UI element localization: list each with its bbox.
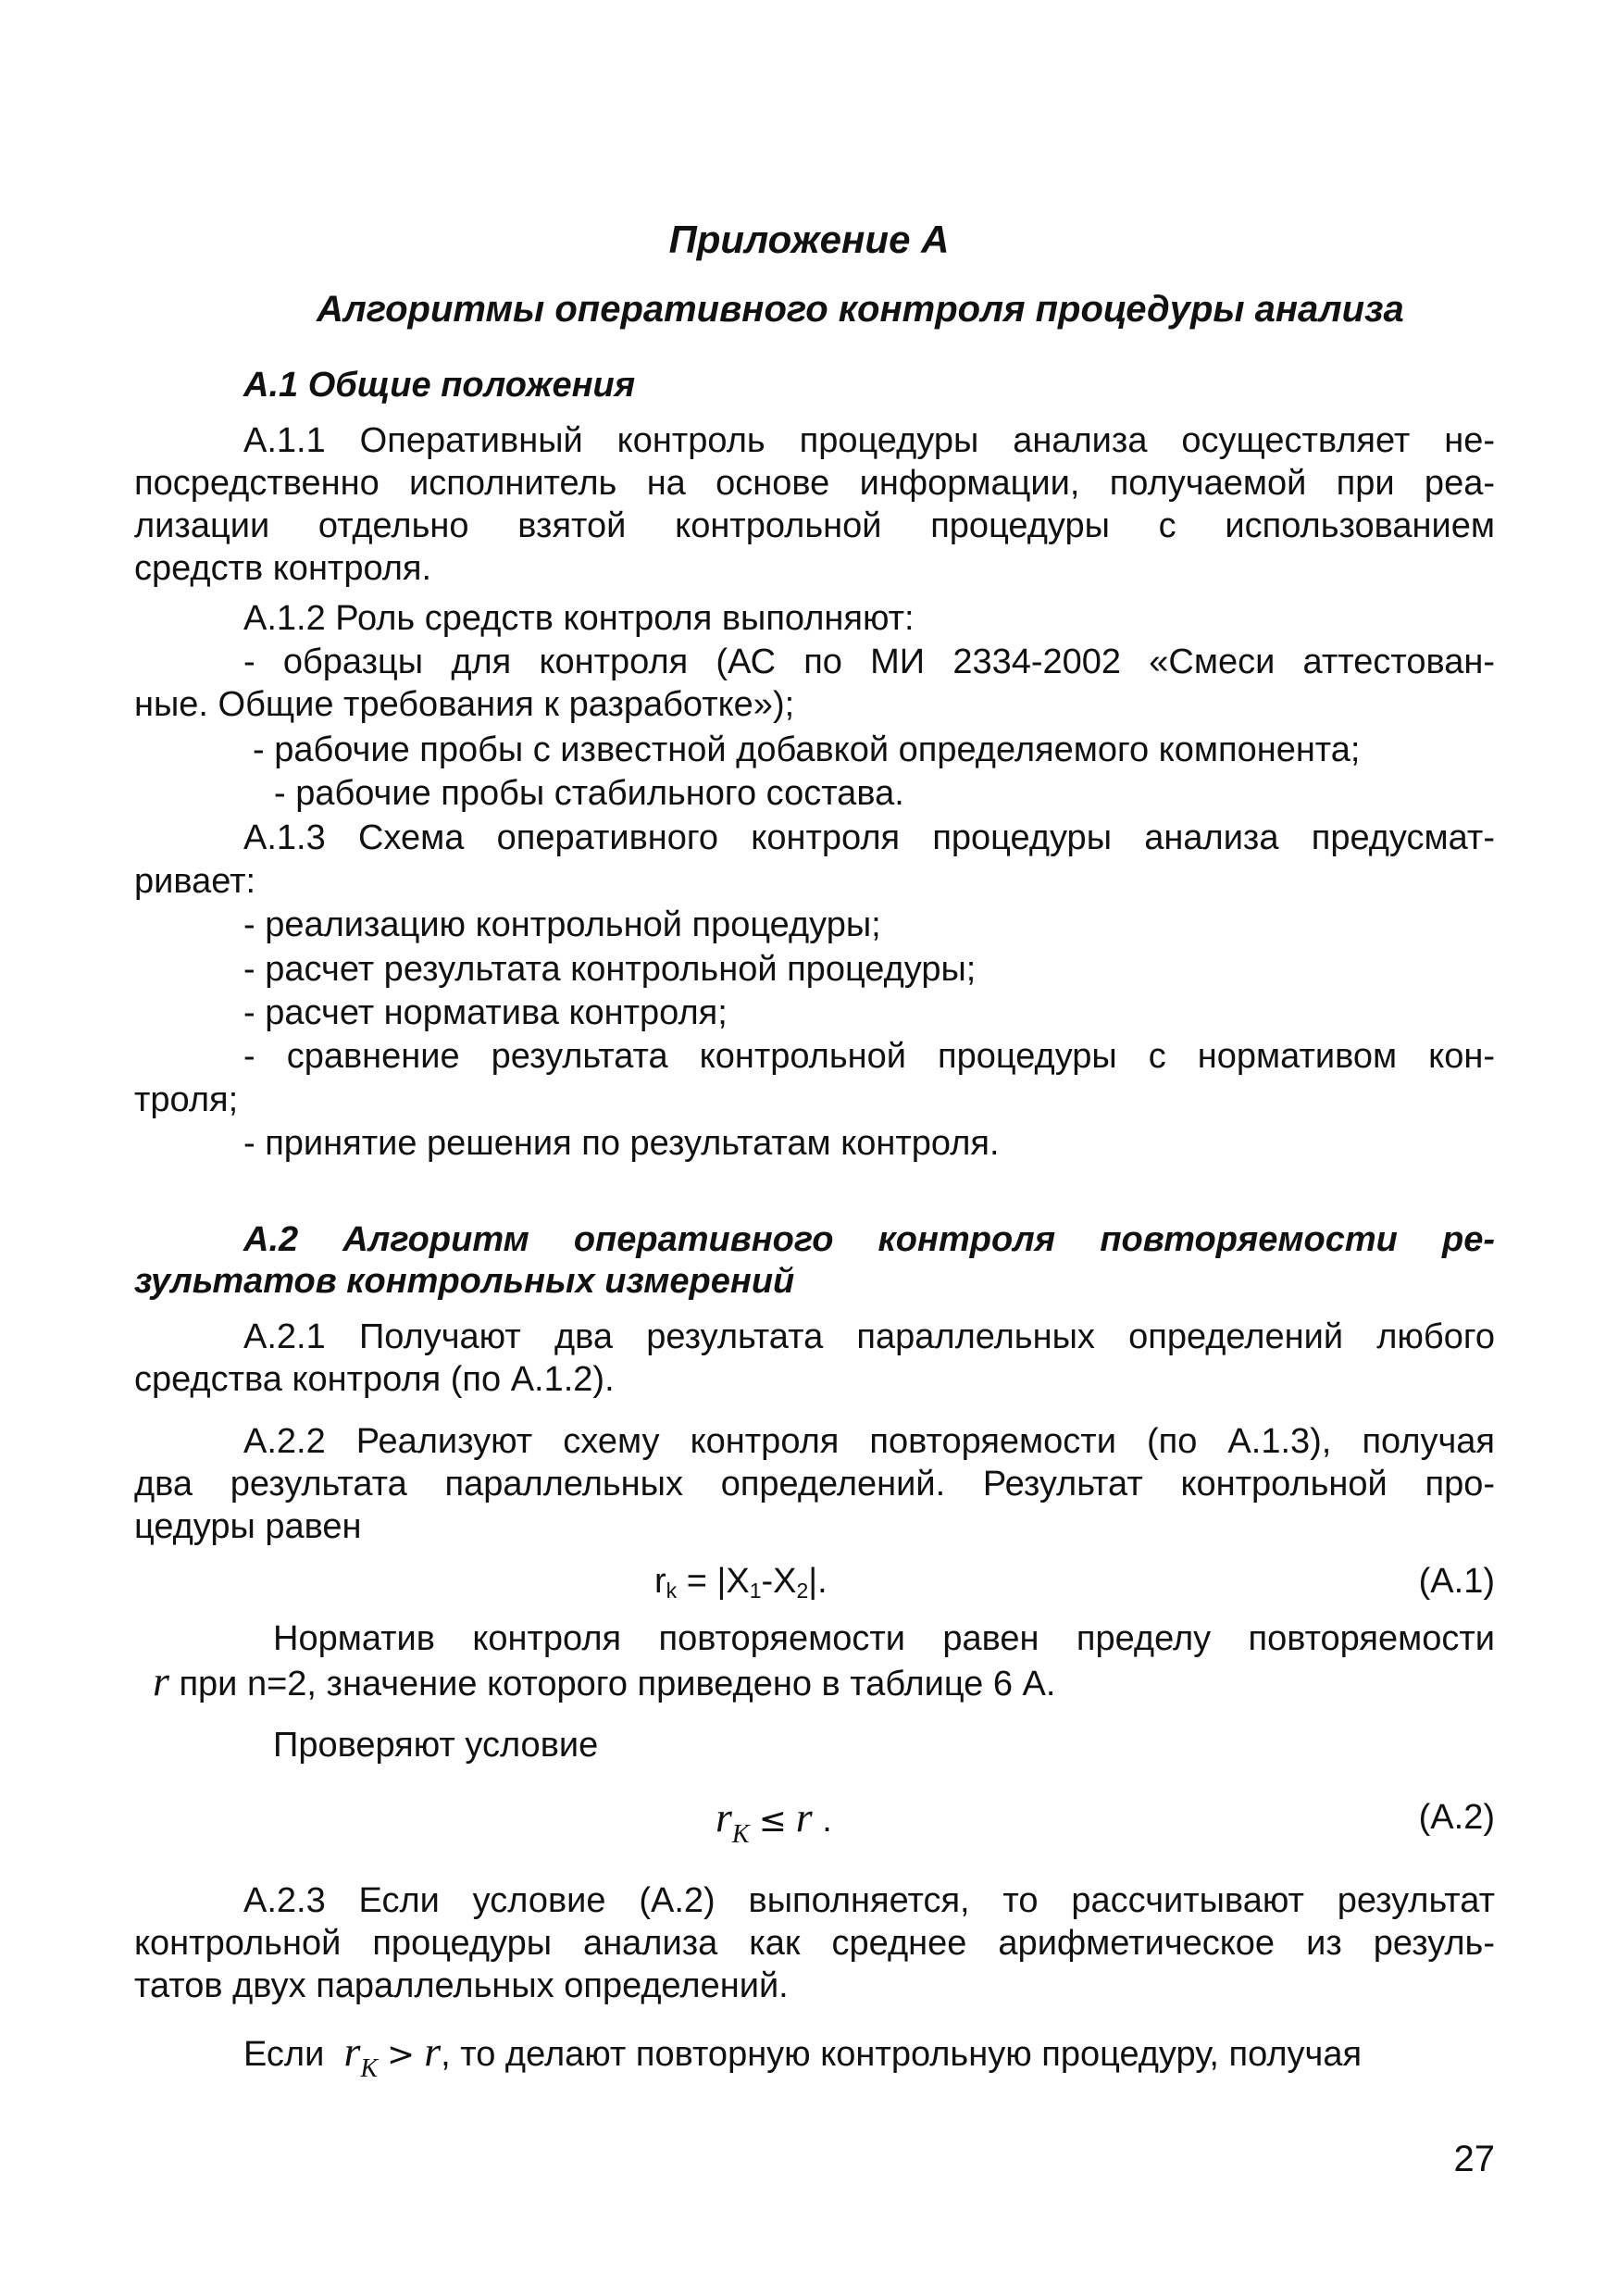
appendix-subtitle: Алгоритмы оперативного контроля процедуры анализа (317, 289, 1404, 330)
paragraph-line: средства контроля (по А.1.2). (134, 1360, 615, 1399)
formula-text: |. (808, 1562, 828, 1601)
formula-a1 (654, 1560, 828, 1603)
appendix-title: Приложение А (668, 218, 950, 261)
list-item: - рабочие пробы с известной добавкой определяемого компонента; (253, 730, 1361, 769)
list-item: - сравнение результата контрольной процедуры с нормативом кон- (243, 1037, 1495, 1076)
paragraph-line: ривает: (134, 862, 256, 901)
paragraph-text: при n=2, значение которого приведено в таблице 6 А. (179, 1665, 1056, 1703)
formula-text: -X (761, 1562, 797, 1601)
list-item: - расчет результата контрольной процедуры; (243, 950, 977, 989)
formula-sub-k: k (666, 1578, 678, 1603)
paragraph-line: А.1.3 Схема оперативного контроля процедуры анализа предусмат- (243, 818, 1495, 857)
list-item: ные. Общие требования к разработке»); (134, 685, 795, 724)
page-number: 27 (1453, 2139, 1495, 2179)
math-sub-k: K (360, 2054, 379, 2083)
section-a2-heading: зультатов контрольных измерений (134, 1262, 795, 1301)
paragraph-line: два результата параллельных определений. Результат контрольной про- (134, 1465, 1495, 1504)
paragraph-line: средств контроля. (134, 549, 432, 588)
paragraph-line: А.2.1 Получают два результата параллельных определений любого (243, 1317, 1495, 1356)
paragraph-line: А.2.2 Реализуют схему контроля повторяемости (по А.1.3), получая (243, 1422, 1495, 1461)
paragraph-line: цедуры равен (134, 1507, 362, 1546)
paragraph-text: Если (243, 2035, 325, 2074)
list-item: - реализацию контрольной процедуры; (243, 905, 881, 944)
formula-number: (А.1) (1418, 1562, 1495, 1601)
list-item: - принятие решения по результатам контроля. (243, 1124, 1000, 1163)
paragraph-text: , то делают повторную контрольную процедуру, получая (441, 2035, 1363, 2074)
paragraph-line: А.1.2 Роль средств контроля выполняют: (243, 599, 915, 638)
paragraph-line: Норматив контроля повторяемости равен пределу повторяемости (273, 1619, 1495, 1658)
formula-number: (А.2) (1418, 1798, 1495, 1837)
section-a2-heading: А.2 Алгоритм оперативного контроля повторяемости ре- (243, 1220, 1495, 1259)
math-operator: ≤ (758, 1802, 787, 1840)
paragraph-line: А.2.3 Если условие (А.2) выполняется, то рассчитывают результат (243, 1881, 1495, 1920)
formula-a2 (716, 1793, 832, 1849)
math-sub-k: K (731, 1820, 750, 1849)
formula-sub-2: 2 (796, 1578, 809, 1603)
paragraph-line: контрольной процедуры анализа как среднее арифметическое из резуль- (134, 1924, 1495, 1963)
paragraph-line: лизации отдельно взятой контрольной процедуры с использованием (134, 506, 1495, 545)
formula-text: = |X (677, 1562, 750, 1601)
paragraph-line: Проверяют условие (273, 1726, 599, 1765)
paragraph-line: А.1.1 Оперативный контроль процедуры анализа осуществляет не- (243, 421, 1495, 460)
math-var-r: r (716, 1793, 732, 1841)
math-var-r: r (153, 1657, 169, 1704)
paragraph-line: татов двух параллельных определений. (134, 1966, 789, 2005)
math-var-r: r (424, 2028, 442, 2075)
formula-text: . (822, 1801, 832, 1840)
math-var-r: r (795, 1793, 813, 1841)
paragraph-line (153, 1657, 1056, 1705)
paragraph-line (243, 2028, 1363, 2083)
paragraph-line: посредственно исполнитель на основе информации, получаемой при реа- (134, 464, 1495, 503)
formula-sub-1: 1 (749, 1578, 762, 1603)
list-item: - расчет норматива контроля; (243, 993, 728, 1032)
section-a1-heading: А.1 Общие положения (243, 366, 636, 405)
list-item: - рабочие пробы стабильного состава. (274, 774, 904, 813)
math-operator: > (387, 2036, 416, 2074)
list-item: троля; (134, 1080, 239, 1119)
formula-var-r: r (654, 1562, 666, 1601)
math-var-r: r (343, 2028, 361, 2075)
list-item: - образцы для контроля (АС по МИ 2334-2002 «Смеси аттестован- (243, 643, 1495, 681)
